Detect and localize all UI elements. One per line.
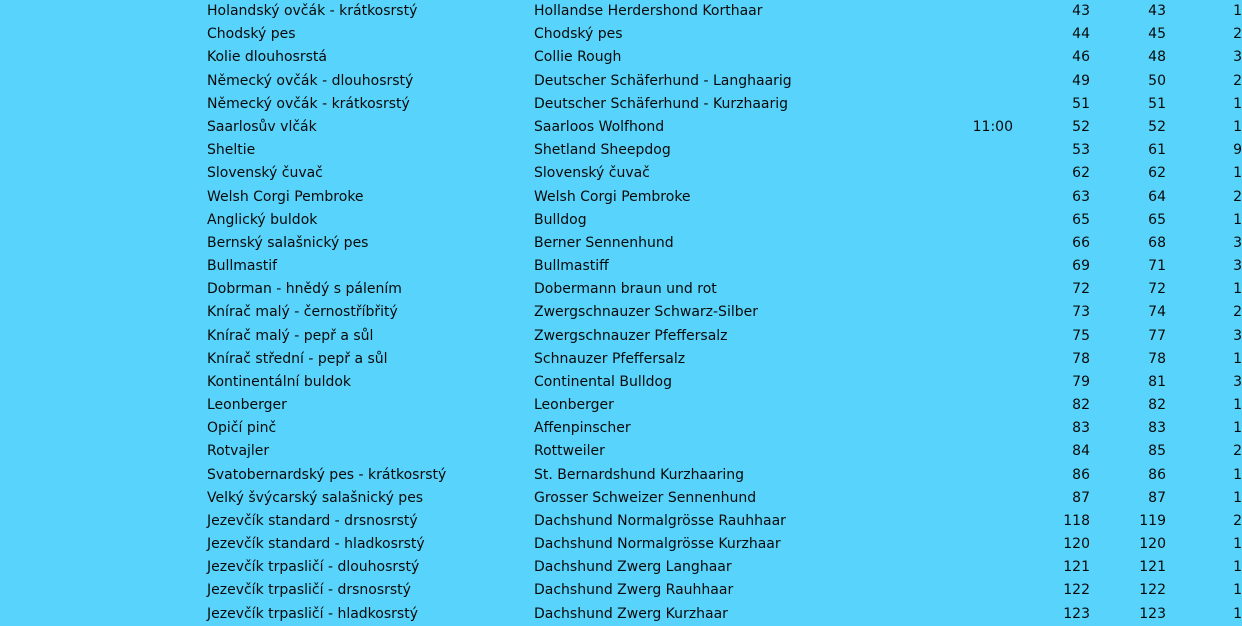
cell-catalog-to[interactable]: 72	[1148, 281, 1166, 297]
cell-catalog-to[interactable]: 83	[1148, 420, 1166, 436]
cell-time[interactable]	[940, 255, 1013, 278]
cell-time[interactable]	[940, 603, 1013, 626]
cell-entry-count[interactable]: 1	[1233, 606, 1242, 622]
cell-catalog-to[interactable]: 123	[1139, 606, 1166, 622]
cell-breed-german[interactable]: Grosser Schweizer Sennenhund	[534, 490, 757, 506]
cell-breed-czech[interactable]: Welsh Corgi Pembroke	[207, 189, 364, 205]
cell-breed-czech[interactable]: Kontinentální buldok	[207, 374, 352, 390]
table-row	[0, 371, 1241, 394]
cell-time[interactable]	[940, 394, 1013, 417]
cell-breed-czech[interactable]: Knírač malý - černostříbřitý	[207, 304, 398, 320]
cell-time[interactable]	[940, 232, 1013, 255]
cell-breed-german[interactable]: Berner Sennenhund	[534, 235, 674, 251]
cell-entry-count[interactable]: 1	[1233, 420, 1242, 436]
cell-breed-german[interactable]: Welsh Corgi Pembroke	[534, 189, 691, 205]
cell-breed-czech[interactable]: Jezevčík trpasličí - hladkosrstý	[207, 606, 418, 622]
cell-breed-german[interactable]: Dachshund Zwerg Kurzhaar	[534, 606, 728, 622]
cell-catalog-to[interactable]: 86	[1148, 467, 1166, 483]
cell-catalog-from[interactable]: 53	[1072, 142, 1090, 158]
cell-time[interactable]	[940, 0, 1013, 23]
cell-breed-german[interactable]: Dachshund Normalgrösse Kurzhaar	[534, 536, 781, 552]
cell-breed-german[interactable]: Dachshund Zwerg Rauhhaar	[534, 582, 734, 598]
cell-catalog-from[interactable]: 51	[1072, 96, 1090, 112]
cell-time[interactable]	[940, 533, 1013, 556]
cell-catalog-from[interactable]: 118	[1063, 513, 1090, 529]
table-row	[0, 510, 1241, 533]
cell-time[interactable]	[940, 348, 1013, 371]
cell-catalog-to[interactable]: 50	[1148, 73, 1166, 89]
cell-entry-count[interactable]: 3	[1233, 258, 1242, 274]
cell-breed-czech[interactable]: Slovenský čuvač	[207, 165, 323, 181]
cell-breed-german[interactable]: Hollandse Herdershond Korthaar	[534, 3, 763, 19]
cell-breed-german[interactable]: Bullmastiff	[534, 258, 609, 274]
cell-breed-czech[interactable]: Kolie dlouhosrstá	[207, 49, 327, 65]
cell-breed-german[interactable]: Deutscher Schäferhund - Kurzhaarig	[534, 96, 789, 112]
cell-catalog-to[interactable]: 77	[1148, 328, 1166, 344]
cell-catalog-from[interactable]: 82	[1072, 397, 1090, 413]
cell-catalog-to[interactable]: 71	[1148, 258, 1166, 274]
cell-breed-german[interactable]: Rottweiler	[534, 443, 605, 459]
table-row	[0, 209, 1241, 232]
cell-catalog-from[interactable]: 78	[1072, 351, 1090, 367]
cell-entry-count[interactable]: 1	[1233, 165, 1242, 181]
cell-entry-count[interactable]: 2	[1233, 189, 1242, 205]
cell-catalog-to[interactable]: 74	[1148, 304, 1166, 320]
cell-breed-german[interactable]: Leonberger	[534, 397, 614, 413]
cell-entry-count[interactable]: 1	[1233, 351, 1242, 367]
cell-breed-german[interactable]: Affenpinscher	[534, 420, 631, 436]
cell-breed-czech[interactable]: Holandský ovčák - krátkosrstý	[207, 3, 418, 19]
cell-time[interactable]	[940, 278, 1013, 301]
cell-time[interactable]	[940, 70, 1013, 93]
table-row	[0, 417, 1241, 440]
cell-time[interactable]	[940, 46, 1013, 69]
cell-breed-czech[interactable]: Jezevčík standard - hladkosrstý	[207, 536, 425, 552]
cell-entry-count[interactable]: 1	[1233, 96, 1242, 112]
cell-breed-czech[interactable]: Velký švýcarský salašnický pes	[207, 490, 424, 506]
cell-entry-count[interactable]: 1	[1233, 536, 1242, 552]
cell-time[interactable]	[940, 417, 1013, 440]
cell-time[interactable]	[940, 139, 1013, 162]
cell-catalog-to[interactable]: 51	[1148, 96, 1166, 112]
cell-entry-count[interactable]: 9	[1233, 142, 1242, 158]
table-row	[0, 186, 1241, 209]
cell-catalog-from[interactable]: 79	[1072, 374, 1090, 390]
cell-catalog-to[interactable]: 43	[1148, 3, 1166, 19]
cell-catalog-from[interactable]: 72	[1072, 281, 1090, 297]
table-row	[0, 533, 1241, 556]
table-row	[0, 603, 1241, 626]
cell-catalog-to[interactable]: 68	[1148, 235, 1166, 251]
cell-catalog-from[interactable]: 49	[1072, 73, 1090, 89]
cell-entry-count[interactable]: 1	[1233, 582, 1242, 598]
cell-breed-german[interactable]: Schnauzer Pfeffersalz	[534, 351, 686, 367]
cell-catalog-from[interactable]: 69	[1072, 258, 1090, 274]
cell-breed-czech[interactable]: Opičí pinč	[207, 420, 277, 436]
table-row	[0, 278, 1241, 301]
cell-entry-count[interactable]: 2	[1233, 513, 1242, 529]
cell-breed-czech[interactable]: Bernský salašnický pes	[207, 235, 369, 251]
table-row	[0, 162, 1241, 185]
cell-time[interactable]	[940, 464, 1013, 487]
cell-catalog-from[interactable]: 122	[1063, 582, 1090, 598]
cell-breed-german[interactable]: Chodský pes	[534, 26, 623, 42]
cell-catalog-from[interactable]: 75	[1072, 328, 1090, 344]
cell-catalog-from[interactable]: 123	[1063, 606, 1090, 622]
cell-breed-german[interactable]: Continental Bulldog	[534, 374, 672, 390]
cell-catalog-to[interactable]: 65	[1148, 212, 1166, 228]
cell-entry-count[interactable]: 2	[1233, 26, 1242, 42]
cell-catalog-to[interactable]: 64	[1148, 189, 1166, 205]
cell-breed-czech[interactable]: Sheltie	[207, 142, 256, 158]
table-row	[0, 579, 1241, 602]
cell-entry-count[interactable]: 3	[1233, 235, 1242, 251]
cell-breed-german[interactable]: Dachshund Normalgrösse Rauhhaar	[534, 513, 786, 529]
table-row	[0, 139, 1241, 162]
cell-breed-czech[interactable]: Saarlosův vlčák	[207, 119, 317, 135]
cell-catalog-from[interactable]: 84	[1072, 443, 1090, 459]
cell-catalog-to[interactable]: 62	[1148, 165, 1166, 181]
cell-time[interactable]	[940, 371, 1013, 394]
cell-catalog-to[interactable]: 122	[1139, 582, 1166, 598]
cell-catalog-to[interactable]: 81	[1148, 374, 1166, 390]
cell-catalog-from[interactable]: 52	[1072, 119, 1090, 135]
cell-breed-czech[interactable]: Rotvajler	[207, 443, 270, 459]
cell-entry-count[interactable]: 1	[1233, 490, 1242, 506]
cell-catalog-to[interactable]: 119	[1139, 513, 1166, 529]
table-row	[0, 70, 1241, 93]
table-row	[0, 440, 1241, 463]
cell-breed-czech[interactable]: Jezevčík trpasličí - dlouhosrstý	[207, 559, 420, 575]
cell-breed-german[interactable]: Bulldog	[534, 212, 587, 228]
cell-entry-count[interactable]: 1	[1233, 281, 1242, 297]
cell-time[interactable]	[940, 186, 1013, 209]
cell-breed-czech[interactable]: Jezevčík standard - drsnosrstý	[207, 513, 418, 529]
cell-breed-german[interactable]: Saarloos Wolfhond	[534, 119, 665, 135]
table-row	[0, 487, 1241, 510]
cell-time[interactable]: 11:00	[972, 119, 1013, 135]
cell-entry-count[interactable]: 1	[1233, 559, 1242, 575]
cell-time[interactable]	[940, 209, 1013, 232]
cell-entry-count[interactable]: 3	[1233, 328, 1242, 344]
cell-breed-german[interactable]: Dobermann braun und rot	[534, 281, 717, 297]
table-row	[0, 46, 1241, 69]
cell-entry-count[interactable]: 1	[1233, 397, 1242, 413]
cell-catalog-to[interactable]: 52	[1148, 119, 1166, 135]
cell-breed-czech[interactable]: Leonberger	[207, 397, 287, 413]
cell-catalog-to[interactable]: 82	[1148, 397, 1166, 413]
cell-catalog-from[interactable]: 46	[1072, 49, 1090, 65]
cell-catalog-from[interactable]: 83	[1072, 420, 1090, 436]
cell-time[interactable]	[940, 93, 1013, 116]
cell-time[interactable]	[940, 487, 1013, 510]
cell-time[interactable]	[940, 556, 1013, 579]
cell-breed-czech[interactable]: Německý ovčák - dlouhosrstý	[207, 73, 414, 89]
cell-entry-count[interactable]: 1	[1233, 3, 1242, 19]
cell-catalog-to[interactable]: 45	[1148, 26, 1166, 42]
cell-catalog-from[interactable]: 121	[1063, 559, 1090, 575]
cell-entry-count[interactable]: 2	[1233, 73, 1242, 89]
cell-catalog-from[interactable]: 66	[1072, 235, 1090, 251]
table-row	[0, 93, 1241, 116]
table-row	[0, 464, 1241, 487]
cell-catalog-to[interactable]: 87	[1148, 490, 1166, 506]
cell-breed-german[interactable]: Shetland Sheepdog	[534, 142, 671, 158]
cell-time[interactable]	[940, 301, 1013, 324]
cell-breed-czech[interactable]: Bullmastif	[207, 258, 278, 274]
cell-entry-count[interactable]: 1	[1233, 467, 1242, 483]
cell-catalog-from[interactable]: 43	[1072, 3, 1090, 19]
cell-breed-german[interactable]: Slovenský čuvač	[534, 165, 650, 181]
cell-catalog-from[interactable]: 87	[1072, 490, 1090, 506]
cell-catalog-to[interactable]: 85	[1148, 443, 1166, 459]
table-row	[0, 0, 1241, 23]
cell-breed-german[interactable]: Zwergschnauzer Schwarz-Silber	[534, 304, 758, 320]
table-row	[0, 394, 1241, 417]
cell-entry-count[interactable]: 3	[1233, 49, 1242, 65]
cell-breed-czech[interactable]: Knírač střední - pepř a sůl	[207, 351, 388, 367]
cell-catalog-from[interactable]: 73	[1072, 304, 1090, 320]
cell-breed-czech[interactable]: Německý ovčák - krátkosrstý	[207, 96, 410, 112]
cell-entry-count[interactable]: 2	[1233, 304, 1242, 320]
cell-breed-czech[interactable]: Knírač malý - pepř a sůl	[207, 328, 374, 344]
cell-catalog-from[interactable]: 63	[1072, 189, 1090, 205]
cell-time[interactable]	[940, 162, 1013, 185]
cell-breed-czech[interactable]: Anglický buldok	[207, 212, 318, 228]
table-row	[0, 301, 1241, 324]
cell-catalog-from[interactable]: 86	[1072, 467, 1090, 483]
cell-entry-count[interactable]: 2	[1233, 443, 1242, 459]
table-row	[0, 232, 1241, 255]
cell-catalog-to[interactable]: 78	[1148, 351, 1166, 367]
cell-breed-czech[interactable]: Dobrman - hnědý s pálením	[207, 281, 402, 297]
cell-breed-czech[interactable]: Chodský pes	[207, 26, 296, 42]
cell-time[interactable]	[940, 325, 1013, 348]
cell-catalog-from[interactable]: 62	[1072, 165, 1090, 181]
cell-time[interactable]	[940, 579, 1013, 602]
cell-breed-czech[interactable]: Jezevčík trpasličí - drsnosrstý	[207, 582, 411, 598]
table-row	[0, 116, 1241, 139]
cell-catalog-to[interactable]: 48	[1148, 49, 1166, 65]
cell-catalog-from[interactable]: 44	[1072, 26, 1090, 42]
cell-catalog-to[interactable]: 121	[1139, 559, 1166, 575]
cell-catalog-from[interactable]: 120	[1063, 536, 1090, 552]
cell-time[interactable]	[940, 440, 1013, 463]
cell-breed-german[interactable]: Zwergschnauzer Pfeffersalz	[534, 328, 728, 344]
cell-catalog-to[interactable]: 61	[1148, 142, 1166, 158]
cell-breed-german[interactable]: St. Bernardshund Kurzhaaring	[534, 467, 744, 483]
cell-catalog-from[interactable]: 65	[1072, 212, 1090, 228]
cell-entry-count[interactable]: 1	[1233, 119, 1242, 135]
cell-breed-german[interactable]: Collie Rough	[534, 49, 622, 65]
cell-entry-count[interactable]: 1	[1233, 212, 1242, 228]
cell-time[interactable]	[940, 510, 1013, 533]
cell-time[interactable]	[940, 23, 1013, 46]
cell-breed-german[interactable]: Deutscher Schäferhund - Langhaarig	[534, 73, 792, 89]
cell-catalog-to[interactable]: 120	[1139, 536, 1166, 552]
table-row	[0, 325, 1241, 348]
cell-entry-count[interactable]: 3	[1233, 374, 1242, 390]
table-row	[0, 255, 1241, 278]
table-row	[0, 556, 1241, 579]
cell-breed-czech[interactable]: Svatobernardský pes - krátkosrstý	[207, 467, 447, 483]
cell-breed-german[interactable]: Dachshund Zwerg Langhaar	[534, 559, 732, 575]
table-row	[0, 348, 1241, 371]
table-row	[0, 23, 1241, 46]
